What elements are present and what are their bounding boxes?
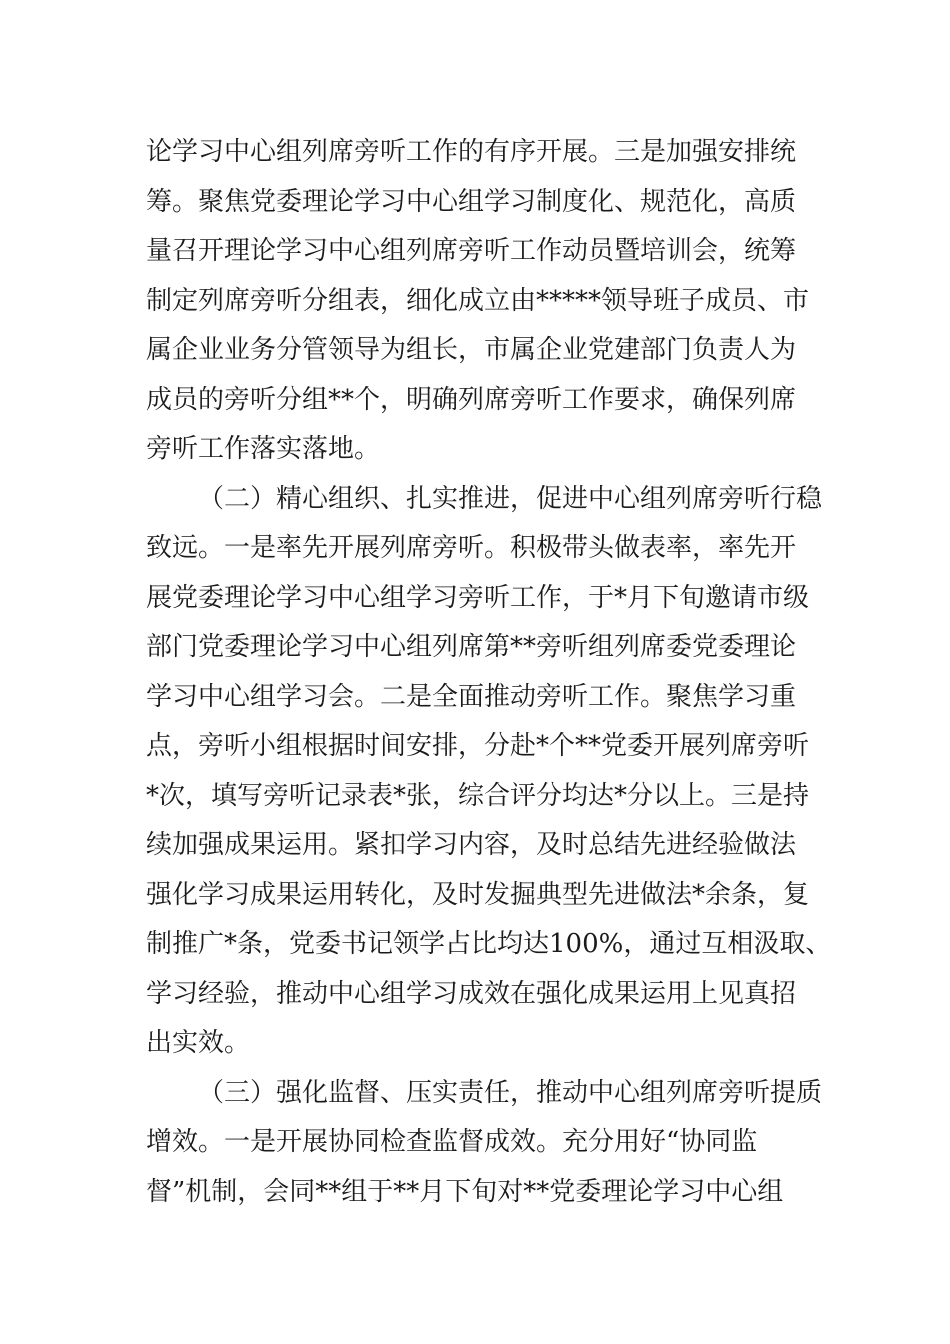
text-line-2: 筹。聚焦党委理论学习中心组学习制度化、规范化，高质 — [146, 186, 797, 217]
text-line-22: 督”机制，会同**组于**月下旬对**党委理论学习中心组 — [146, 1176, 784, 1207]
text-line-10: 展党委理论学习中心组学习旁听工作，于*月下旬邀请市级 — [146, 582, 810, 613]
text-line-13: 点，旁听小组根据时间安排，分赴*个**党委开展列席旁听 — [146, 731, 810, 761]
text-line-1: 论学习中心组列席旁听工作的有序开展。三是加强安排统 — [146, 137, 797, 167]
text-line-15: 续加强成果运用。紧扣学习内容，及时总结先进经验做法 — [146, 830, 797, 860]
text-line-16: 强化学习成果运用转化，及时发掘典型先进做法*余条，复 — [146, 879, 810, 910]
text-line-7: 旁听工作落实落地。 — [146, 434, 381, 464]
text-line-6: 成员的旁听分组**个，明确列席旁听工作要求，确保列席 — [146, 384, 797, 415]
text-line-14: *次，填写旁听记录表*张，综合评分均达*分以上。三是持 — [146, 780, 810, 811]
text-line-21: 增效。一是开展协同检查监督成效。充分用好“协同监 — [146, 1127, 758, 1157]
text-line-4: 制定列席旁听分组表，细化成立由*****领导班子成员、市 — [146, 285, 810, 316]
document-body — [146, 128, 832, 1217]
text-line-5: 属企业业务分管领导为组长，市属企业党建部门负责人为 — [146, 335, 797, 365]
section-heading-2: （二）精心组织、扎实推进，促进中心组列席旁听行稳 — [198, 483, 823, 514]
text-line-19: 出实效。 — [146, 1028, 251, 1058]
text-line-9: 致远。一是率先开展列席旁听。积极带头做表率，率先开 — [146, 533, 797, 563]
text-line-12: 学习中心组学习会。二是全面推动旁听工作。聚焦学习重 — [146, 681, 797, 712]
text-line-11: 部门党委理论学习中心组列席第**旁听组列席委党委理论 — [146, 632, 797, 662]
text-line-3: 量召开理论学习中心组列席旁听工作动员暨培训会，统筹 — [146, 236, 797, 266]
section-heading-3: （三）强化监督、压实责任，推动中心组列席旁听提质 — [198, 1077, 823, 1108]
text-line-18: 学习经验，推动中心组学习成效在强化成果运用上见真招 — [146, 978, 797, 1009]
text-line-17: 制推广*条，党委书记领学占比均达100%，通过互相汲取、 — [146, 929, 832, 959]
